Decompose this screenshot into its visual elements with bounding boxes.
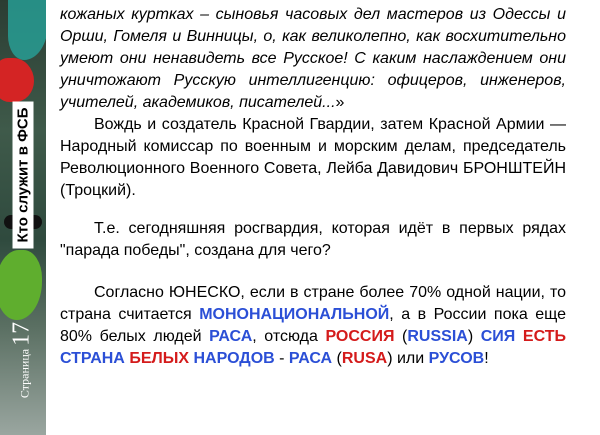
decoration-shape: [0, 58, 34, 102]
decoration-shape: [8, 0, 46, 60]
decoration-shape: [0, 250, 42, 320]
unesco-paragraph: Согласно ЮНЕСКО, если в стране более 70% одной нации, то страна считается МОНОНАЦИОНАЛЬНОЙ, а в России пока еще 80% белых людей РАСА, отсюда РОССИЯ (RUSSIA) СИЯ ЕСТЬ СТРАНА БЕЛЫХ НАРОДОВ - РАСА (RUSA) или РУСОВ!: [60, 284, 567, 367]
page-label: Страница: [17, 348, 32, 399]
document-body: [60, 4, 566, 370]
trotsky-paragraph: Вождь и создатель Красной Гвардии, затем Красной Армии — Народный комиссар по военным и морским делам, председатель Революционного Военного Совета, Лейба Давидович БРОНШТЕЙН (Троцкий).: [60, 116, 566, 199]
sidebar-title: Кто служит в ФСБ: [13, 101, 34, 248]
page-number-label: [9, 322, 36, 398]
quote-paragraph: кожаных куртках – сыновья часовых дел мастеров из Одессы и Орши, Гомеля и Винницы, о, как великолепно, как восхитительно умеют они ненавидеть все Русское! С каким наслаждением они уничтожают Русскую интеллигенцию: офицеров, инженеров, учителей, академиков, писателей...»: [60, 6, 566, 111]
page-number: 17: [8, 321, 35, 346]
sidebar-decoration: [0, 0, 46, 435]
question-paragraph: Т.е. сегодняшняя росгвардия, которая идёт в первых рядах "парада победы", создана для чего?: [60, 220, 566, 259]
